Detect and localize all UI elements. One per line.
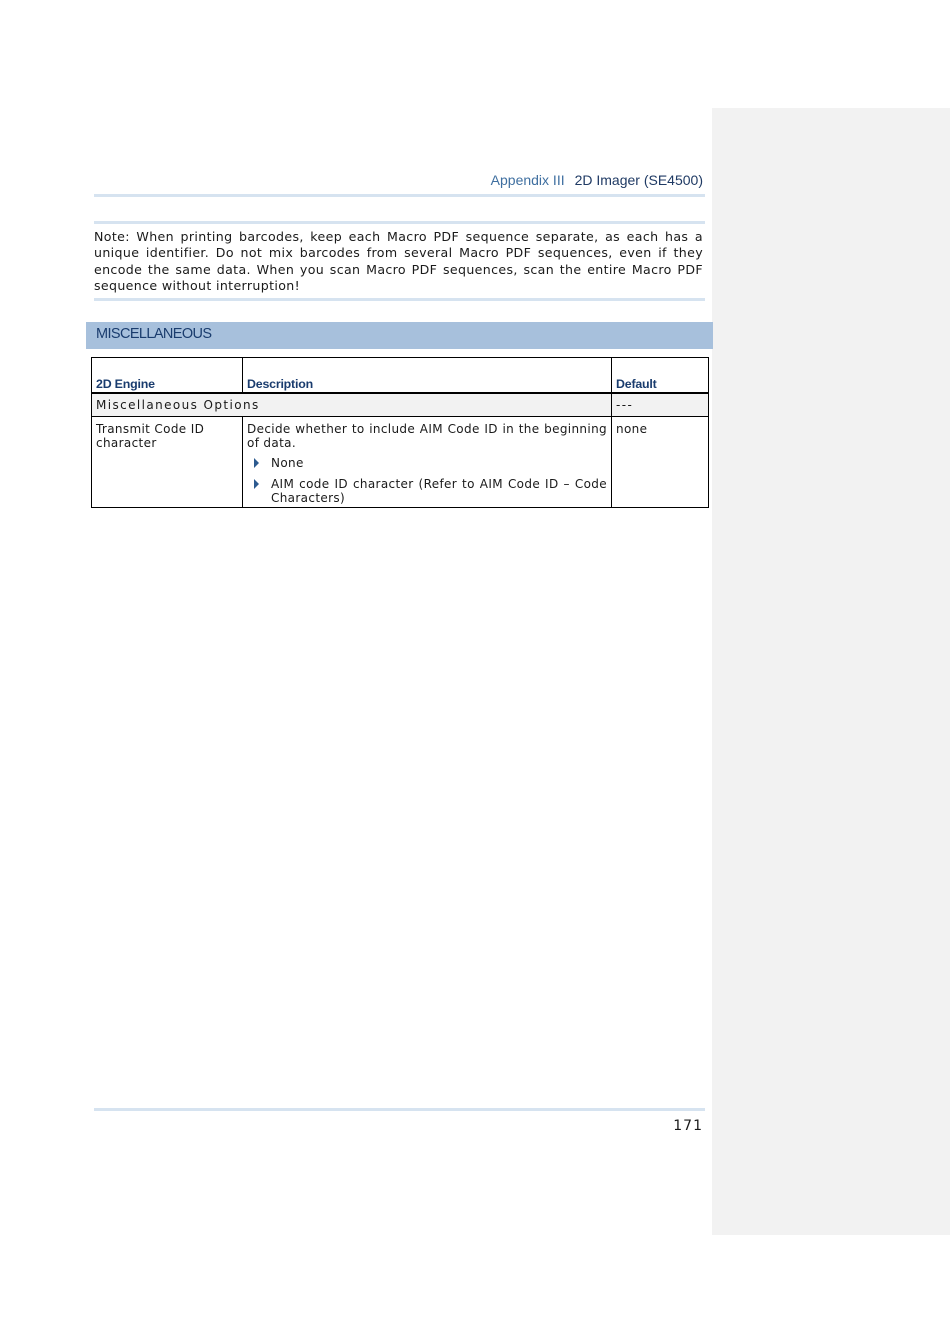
option-item bbox=[247, 456, 607, 470]
table-row bbox=[92, 417, 709, 508]
option-item bbox=[247, 477, 607, 505]
page-number: 171 bbox=[673, 1118, 703, 1134]
column-header-description: Description bbox=[243, 358, 612, 394]
group-default: --- bbox=[612, 393, 709, 417]
section-banner bbox=[86, 322, 713, 349]
triangle-bullet-icon bbox=[254, 458, 259, 468]
option-label: AIM code ID character (Refer to AIM Code ID – Code Characters) bbox=[271, 477, 607, 505]
group-label: Miscellaneous Options bbox=[92, 393, 612, 417]
description-text: Decide whether to include AIM Code ID in the beginning of data. bbox=[247, 422, 607, 450]
engine-cell: Transmit Code ID character bbox=[92, 417, 243, 508]
note-text: Note: When printing barcodes, keep each Macro PDF sequence separate, as each has a unique identifier. Do not mix barcodes from several Macro PDF sequences, even if they encode the same data. When you scan Macro PDF sequences, scan the entire Macro PDF sequence without interruption! bbox=[94, 229, 703, 294]
header-appendix: Appendix III bbox=[490, 172, 565, 188]
description-cell bbox=[243, 417, 612, 508]
note-bottom-divider bbox=[94, 298, 705, 301]
table-group-row bbox=[92, 393, 709, 417]
option-list bbox=[247, 456, 607, 505]
note-top-divider bbox=[94, 221, 705, 224]
header-divider bbox=[94, 194, 705, 197]
options-table bbox=[91, 357, 709, 508]
header-chapter-title: 2D Imager (SE4500) bbox=[574, 172, 703, 188]
column-header-default: Default bbox=[612, 358, 709, 394]
section-title: MISCELLANEOUS bbox=[96, 326, 212, 342]
running-header bbox=[94, 172, 703, 188]
triangle-bullet-icon bbox=[254, 479, 259, 489]
column-header-engine: 2D Engine bbox=[92, 358, 243, 394]
default-cell: none bbox=[612, 417, 709, 508]
table-header-row bbox=[92, 358, 709, 394]
option-label: None bbox=[271, 456, 304, 470]
comment-pane bbox=[712, 108, 950, 1235]
footer-divider bbox=[94, 1108, 705, 1111]
